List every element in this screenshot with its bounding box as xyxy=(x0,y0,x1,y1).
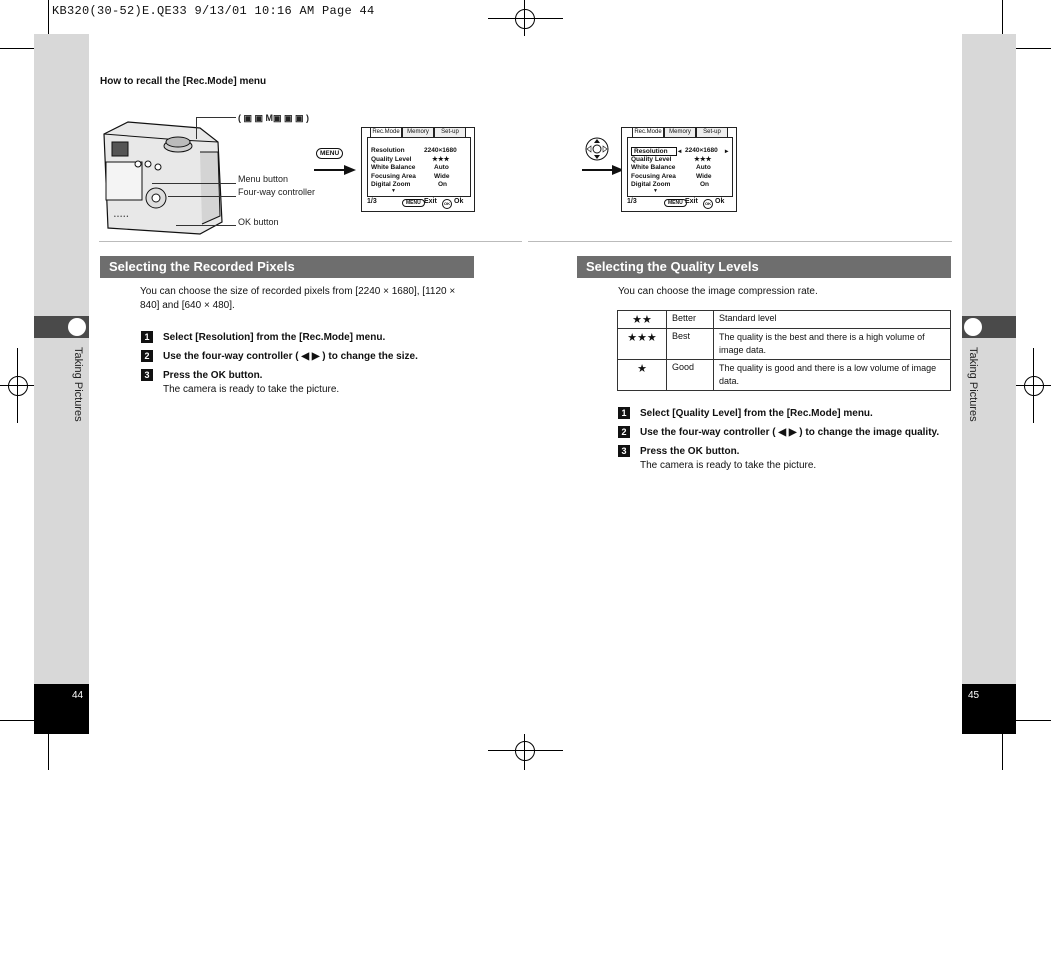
intro-text: You can choose the size of recorded pixels from [2240 × 1680], [1120 × 840] and [640 × 480]. xyxy=(140,286,456,311)
registration-mark xyxy=(8,376,28,396)
menu-button-label: Menu button xyxy=(238,174,289,184)
left-page-box xyxy=(34,684,89,734)
menu-key-icon: MENU xyxy=(402,199,425,207)
step-number: 1 xyxy=(618,407,630,419)
lcd-row-value: On xyxy=(438,181,448,188)
step-number: 2 xyxy=(141,350,153,362)
intro-text: You can choose the image compression rate. xyxy=(618,286,818,297)
registration-mark xyxy=(1024,376,1044,396)
lcd-row-label: White Balance xyxy=(371,164,416,171)
registration-mark xyxy=(515,9,535,29)
crop-mark xyxy=(17,348,18,423)
print-slug: KB320(30-52)E.QE33 9/13/01 10:16 AM Page 44 xyxy=(52,4,375,18)
crop-mark xyxy=(1033,348,1034,423)
step-item xyxy=(141,369,481,397)
right-side-label: Taking Pictures xyxy=(967,347,979,422)
crop-mark xyxy=(1015,48,1051,49)
lcd-left-arrow-icon: ◂ xyxy=(678,148,682,155)
lcd-row-value: Wide xyxy=(696,173,712,180)
crop-mark xyxy=(488,750,563,751)
stars-cell: ★★ xyxy=(618,311,667,329)
lcd-row-value: ★★★ xyxy=(694,156,712,163)
step-number: 3 xyxy=(141,369,153,381)
page-number: 45 xyxy=(968,690,980,701)
step-text: Select [Resolution] from the [Rec.Mode] menu. xyxy=(163,332,386,343)
step-text: Use the four-way controller ( ◀ ▶ ) to change the size. xyxy=(163,351,418,362)
divider xyxy=(528,241,952,242)
lcd-row-value: 2240×1680 xyxy=(424,147,457,154)
crop-mark xyxy=(48,734,49,770)
step-note: The camera is ready to take the picture. xyxy=(163,384,340,395)
ok-key-icon: OK xyxy=(442,199,452,209)
lcd-tab: Set-up xyxy=(434,127,466,137)
quality-table xyxy=(617,310,951,391)
right-arrow-icon xyxy=(582,164,624,176)
divider xyxy=(99,241,522,242)
table-row xyxy=(618,360,951,391)
lcd-row-label: Quality Level xyxy=(371,156,412,163)
right-arrow-icon xyxy=(314,164,356,176)
desc-cell: Standard level xyxy=(714,311,951,329)
lcd-tab: Rec.Mode xyxy=(370,127,402,137)
step-list xyxy=(141,331,481,397)
lcd-row-label: Digital Zoom xyxy=(631,181,671,188)
lcd-right-arrow-icon: ▸ xyxy=(725,148,729,155)
crop-mark xyxy=(524,0,525,36)
ok-button-label: OK button xyxy=(238,217,279,227)
lcd-row-label: Focusing Area xyxy=(371,173,416,180)
crop-mark xyxy=(488,18,563,19)
page-number: 44 xyxy=(72,690,84,701)
lcd-row-label-selected: Resolution xyxy=(631,147,677,156)
lcd-tab: Memory xyxy=(664,127,696,137)
step-note: The camera is ready to take the picture. xyxy=(640,460,817,471)
section-title-quality: Selecting the Quality Levels xyxy=(577,256,951,278)
ok-key-icon: OK xyxy=(703,199,713,209)
crop-mark xyxy=(1015,720,1051,721)
lcd-exit-label: Exit xyxy=(424,198,437,205)
crop-mark xyxy=(1002,734,1003,770)
step-number: 2 xyxy=(618,426,630,438)
lcd-row-value: Auto xyxy=(696,164,711,171)
camera-illustration xyxy=(100,112,230,237)
lcd-screen-menu xyxy=(361,127,475,212)
table-row xyxy=(618,329,951,360)
desc-cell: The quality is the best and there is a high volume of image data. xyxy=(714,329,951,360)
crop-mark xyxy=(0,48,36,49)
stars-cell: ★★★ xyxy=(618,329,667,360)
crop-mark xyxy=(48,0,49,36)
level-cell: Better xyxy=(667,311,714,329)
crop-mark xyxy=(0,720,36,721)
desc-cell: The quality is good and there is a low volume of image data. xyxy=(714,360,951,391)
lcd-row-label: Resolution xyxy=(371,147,405,154)
lcd-row-value: On xyxy=(700,181,710,188)
four-way-controller-icon xyxy=(585,137,609,161)
menu-key-icon: MENU xyxy=(316,148,343,159)
lcd-ok-label: Ok xyxy=(715,198,725,205)
step-item xyxy=(141,350,481,364)
level-cell: Good xyxy=(667,360,714,391)
right-page-box xyxy=(962,684,1016,734)
lcd-row-label: White Balance xyxy=(631,164,676,171)
recall-title: How to recall the [Rec.Mode] menu xyxy=(100,76,267,87)
step-item xyxy=(618,426,948,440)
step-text: Press the OK button. xyxy=(163,370,263,381)
crop-mark xyxy=(524,734,525,770)
lcd-tab: Memory xyxy=(402,127,434,137)
step-number: 1 xyxy=(141,331,153,343)
right-chapter-tab xyxy=(962,316,1016,338)
stars-cell: ★ xyxy=(618,360,667,391)
section-title-pixels: Selecting the Recorded Pixels xyxy=(100,256,474,278)
lcd-exit-label: Exit xyxy=(685,198,698,205)
left-side-label: Taking Pictures xyxy=(72,347,84,422)
svg-text:• • • • •: • • • • • xyxy=(114,214,129,220)
scroll-down-icon: ▼ xyxy=(391,188,396,194)
menu-key-icon: MENU xyxy=(664,199,687,207)
lcd-tab: Rec.Mode xyxy=(632,127,664,137)
step-item xyxy=(141,331,481,345)
mode-icons: ( ▣ ▣ M▣ ▣ ▣ ) xyxy=(238,113,310,123)
lcd-row-value: 2240×1680 xyxy=(685,147,718,154)
table-row xyxy=(618,311,951,329)
lcd-row-label: Digital Zoom xyxy=(371,181,411,188)
step-item xyxy=(618,445,948,473)
lcd-tab: Set-up xyxy=(696,127,728,137)
step-text: Use the four-way controller ( ◀ ▶ ) to change the image quality. xyxy=(640,427,940,438)
lcd-page: 1/3 xyxy=(367,198,377,205)
registration-mark xyxy=(515,741,535,761)
left-chapter-tab xyxy=(34,316,89,338)
lcd-row-value: Wide xyxy=(434,173,450,180)
step-text: Select [Quality Level] from the [Rec.Mode] menu. xyxy=(640,408,873,419)
scroll-down-icon: ▼ xyxy=(653,188,658,194)
step-item xyxy=(618,407,948,421)
crop-mark xyxy=(1002,0,1003,36)
lcd-page: 1/3 xyxy=(627,198,637,205)
lcd-row-label: Quality Level xyxy=(631,156,672,163)
four-way-label: Four-way controller xyxy=(238,187,316,197)
lcd-row-value: Auto xyxy=(434,164,449,171)
lcd-row-value: ★★★ xyxy=(432,156,450,163)
lcd-ok-label: Ok xyxy=(454,198,464,205)
step-list xyxy=(618,407,948,473)
step-number: 3 xyxy=(618,445,630,457)
lcd-screen-resolution xyxy=(621,127,737,212)
step-text: Press the OK button. xyxy=(640,446,740,457)
level-cell: Best xyxy=(667,329,714,360)
lcd-row-label: Focusing Area xyxy=(631,173,676,180)
